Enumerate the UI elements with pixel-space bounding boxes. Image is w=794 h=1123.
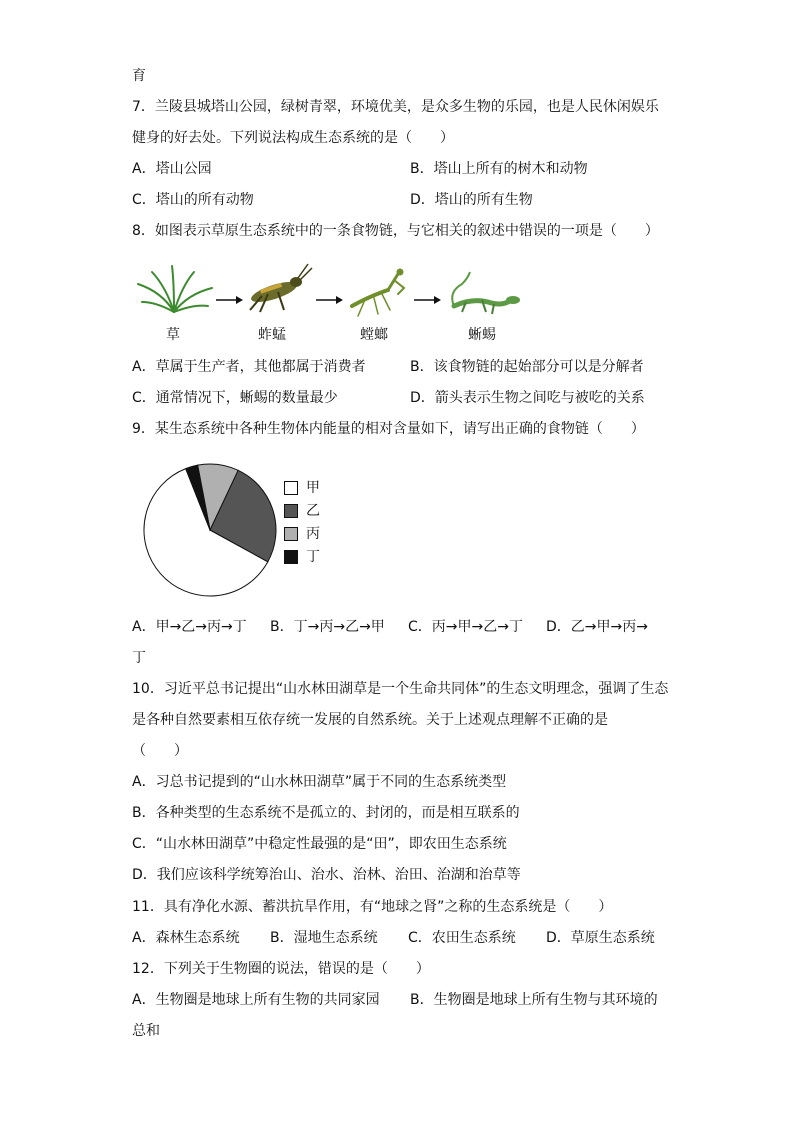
q10-option-c: C．“山水林田湖草”中稳定性最强的是“田”，即农田生态系统 <box>132 836 507 852</box>
q11-option-d: D．草原生态系统 <box>546 930 655 946</box>
legend-swatch-ding <box>284 550 298 564</box>
q10-stem-line2: 是各种自然要素相互依存统一发展的自然系统。关于上述观点理解不正确的是 <box>132 712 608 728</box>
legend-item <box>284 478 344 501</box>
q11-option-c: C．农田生态系统 <box>408 930 516 946</box>
arrow-icon <box>316 296 343 304</box>
q12-stem: 12．下列关于生物圈的说法，错误的是（ ） <box>132 961 430 977</box>
q9-option-b: B．丁→丙→乙→甲 <box>270 619 385 635</box>
q11-stem: 11．具有净化水源、蓄洪抗旱作用，有“地球之肾”之称的生态系统是（ ） <box>132 899 613 915</box>
food-chain-figure <box>132 262 532 346</box>
mantis-icon <box>352 269 404 316</box>
q10-option-d: D．我们应该科学统筹治山、治水、治林、治田、治湖和治草等 <box>132 867 521 883</box>
food-chain-drawing <box>132 262 532 322</box>
q8-stem: 8．如图表示草原生态系统中的一条食物链，与它相关的叙述中错误的一项是（ ） <box>132 223 659 239</box>
q7-stem-line1: 7．兰陵县城塔山公园，绿树青翠，环境优美，是众多生物的乐园，也是人民休闲娱乐 <box>132 99 659 115</box>
legend-swatch-bing <box>284 527 298 541</box>
legend-swatch-jia <box>284 481 298 495</box>
q8-option-b: B．该食物链的起始部分可以是分解者 <box>410 359 644 375</box>
lizard-icon <box>452 272 520 314</box>
q9-option-d-wrap: 丁 <box>132 650 146 666</box>
q7-option-b: B．塔山上所有的树木和动物 <box>410 161 588 177</box>
legend-label-bing: 丙 <box>306 526 320 542</box>
q9-stem: 9．某生态系统中各种生物体内能量的相对含量如下，请写出正确的食物链（ ） <box>132 421 645 437</box>
q8-option-a: A．草属于生产者，其他都属于消费者 <box>132 359 366 375</box>
q11-option-b: B．湿地生态系统 <box>270 930 378 946</box>
q8-option-c: C．通常情况下，蜥蜴的数量最少 <box>132 390 338 406</box>
grass-icon <box>138 266 212 312</box>
q9-option-d: D．乙→甲→丙→ <box>546 619 648 635</box>
legend-item <box>284 524 344 547</box>
food-chain-label-grasshopper: 蚱蜢 <box>258 327 286 343</box>
q11-option-a: A．森林生态系统 <box>132 930 240 946</box>
arrow-icon <box>216 296 243 304</box>
grasshopper-icon <box>249 264 312 312</box>
q9-option-c: C．丙→甲→乙→丁 <box>408 619 523 635</box>
q7-stem-line2: 健身的好去处。下列说法构成生态系统的是（ ） <box>132 130 454 146</box>
q10-stem-line1: 10．习近平总书记提出“山水林田湖草是一个生命共同体”的生态文明理念，强调了生态 <box>132 681 669 697</box>
q10-option-a: A．习总书记提到的“山水林田湖草”属于不同的生态系统类型 <box>132 774 507 790</box>
q8-option-d: D．箭头表示生物之间吃与被吃的关系 <box>410 390 645 406</box>
q7-option-d: D．塔山的所有生物 <box>410 192 533 208</box>
q7-option-a: A．塔山公园 <box>132 161 212 177</box>
arrow-icon <box>414 296 441 304</box>
q9-option-a: A．甲→乙→丙→丁 <box>132 619 247 635</box>
legend-label-ding: 丁 <box>306 549 320 565</box>
q12-option-b-wrap: 总和 <box>132 1023 160 1039</box>
legend-label-jia: 甲 <box>306 480 320 496</box>
legend-swatch-yi <box>284 504 298 518</box>
q10-option-b: B．各种类型的生态系统不是孤立的、封闭的，而是相互联系的 <box>132 805 520 821</box>
page-fragment: 育 <box>132 68 146 84</box>
q12-option-a: A．生物圈是地球上所有生物的共同家园 <box>132 992 380 1008</box>
legend-label-yi: 乙 <box>306 503 320 519</box>
energy-pie-chart <box>140 460 280 600</box>
legend-item <box>284 501 344 524</box>
food-chain-label-lizard: 蜥蜴 <box>468 327 496 343</box>
food-chain-label-grass: 草 <box>166 327 180 343</box>
food-chain-label-mantis: 螳螂 <box>360 327 388 343</box>
q7-option-c: C．塔山的所有动物 <box>132 192 254 208</box>
legend-item <box>284 547 344 570</box>
pie-legend <box>284 478 344 570</box>
q12-option-b: B．生物圈是地球上所有生物与其环境的 <box>410 992 658 1008</box>
q10-stem-line3: （ ） <box>132 743 188 759</box>
